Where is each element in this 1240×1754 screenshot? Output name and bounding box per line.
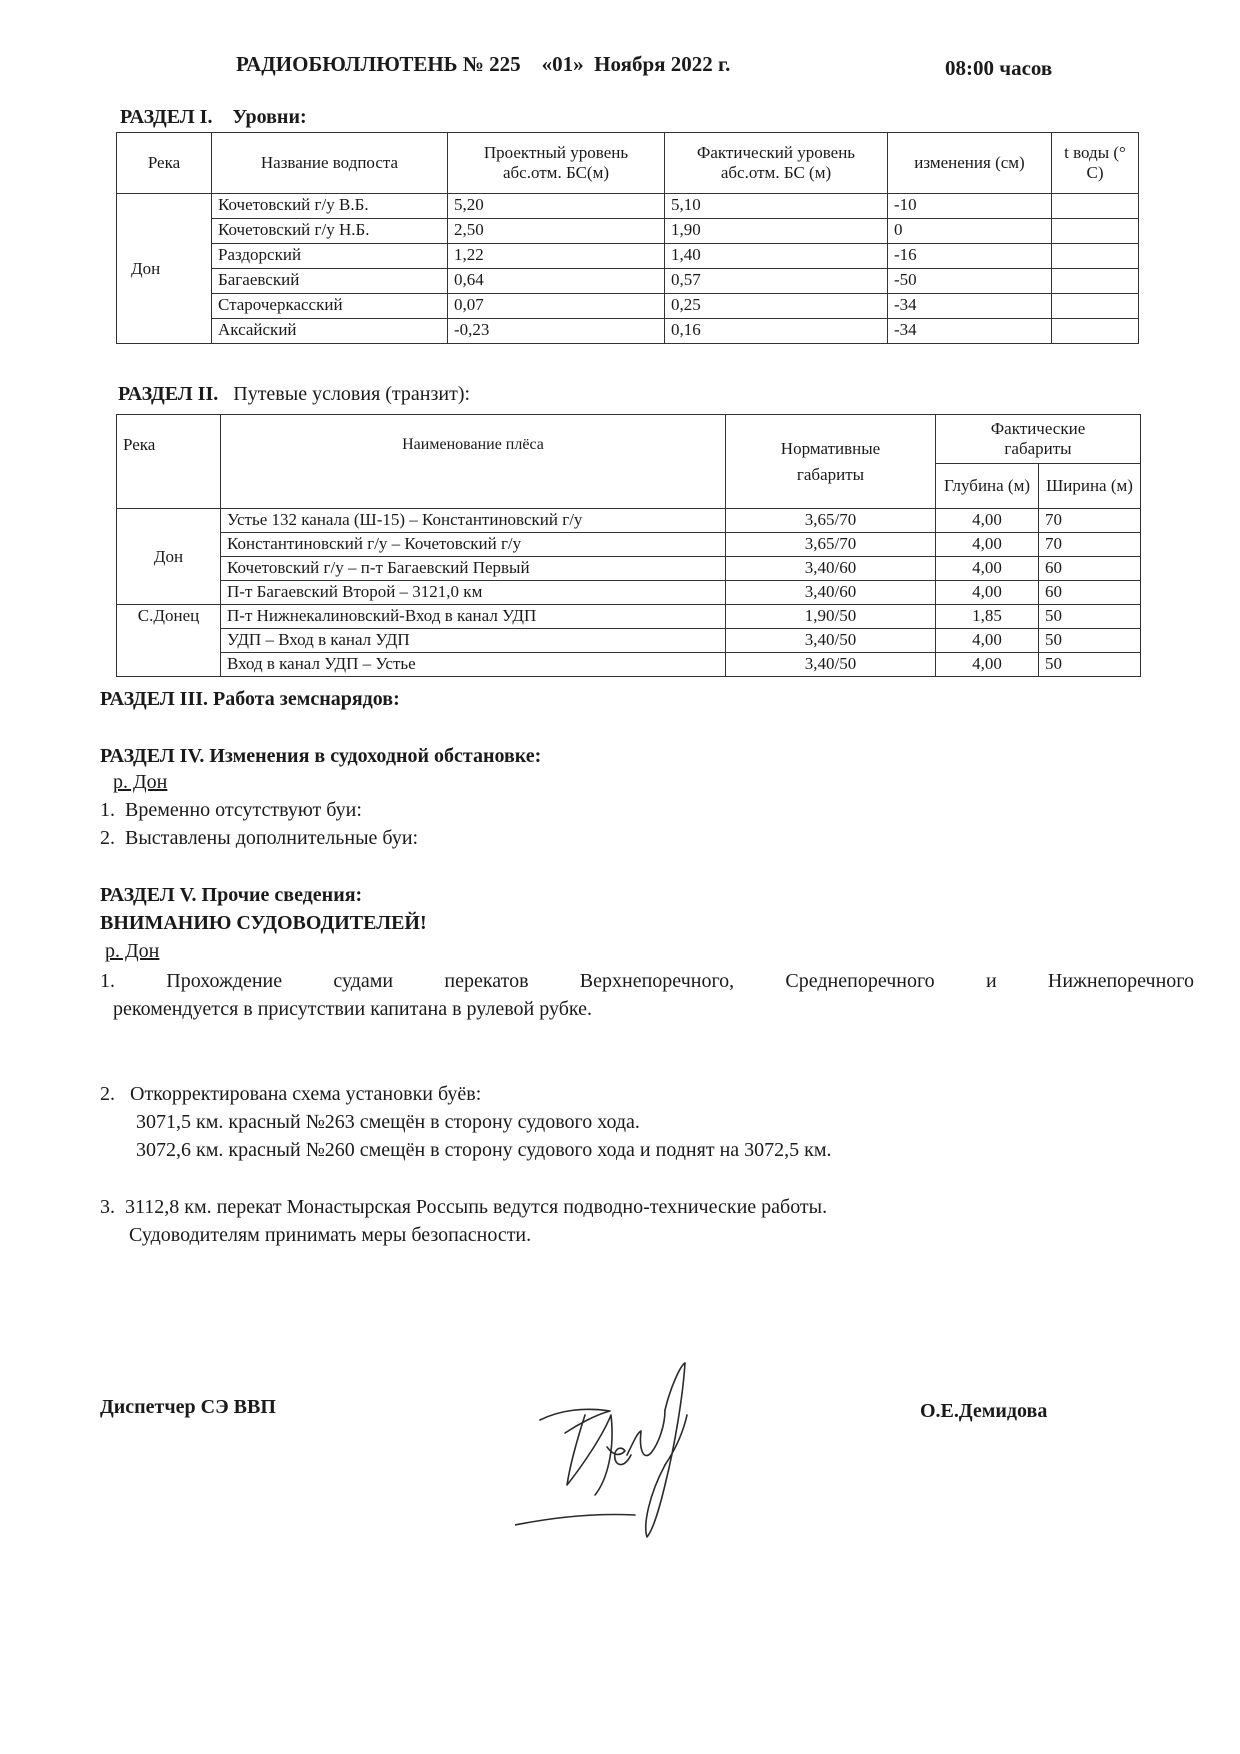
bulletin-title: РАДИОБЮЛЛЮТЕНЬ № 225 «01» Ноября 2022 г. [236,52,731,76]
transit-depth: 1,85 [936,605,1039,629]
levels-post: Кочетовский г/у Н.Б. [212,219,448,244]
section4-title: РАЗДЕЛ IV. Изменения в судоходной обстановке: [100,745,542,767]
levels-post: Багаевский [212,269,448,294]
transit-normative: 3,65/70 [726,533,936,557]
levels-actual: 0,57 [665,269,888,294]
levels-actual: 5,10 [665,194,888,219]
transit-col-depth: Глубина (м) [936,464,1039,509]
transit-width: 70 [1039,509,1141,533]
transit-width: 50 [1039,629,1141,653]
levels-col-post: Название водпоста [212,133,448,194]
levels-col-project: Проектный уровень абс.отм. БС(м) [448,133,665,194]
transit-header-row [117,415,1141,464]
section5-item1-line2: рекомендуется в присутствии капитана в рулевой рубке. [113,998,592,1020]
levels-temp [1052,319,1139,344]
transit-reach: Константиновский г/у – Кочетовский г/у [221,533,726,557]
transit-depth: 4,00 [936,629,1039,653]
levels-post: Кочетовский г/у В.Б. [212,194,448,219]
levels-col-actual: Фактический уровень абс.отм. БС (м) [665,133,888,194]
transit-table [116,414,1141,677]
transit-depth: 4,00 [936,557,1039,581]
transit-depth: 4,00 [936,653,1039,677]
table-row [117,557,1141,581]
table-row [117,269,1139,294]
transit-normative: 3,40/60 [726,557,936,581]
section5-river: р. Дон [105,940,160,962]
section4-item-2: 2. Выставлены дополнительные буи: [100,827,419,849]
levels-temp [1052,219,1139,244]
section1-title-prefix: РАЗДЕЛ I. [120,106,213,128]
levels-project: -0,23 [448,319,665,344]
table-row [117,294,1139,319]
transit-normative: 3,65/70 [726,509,936,533]
levels-project: 0,64 [448,269,665,294]
transit-normative: 3,40/50 [726,629,936,653]
transit-col-width: Ширина (м) [1039,464,1141,509]
levels-table [116,132,1139,344]
levels-change: 0 [888,219,1052,244]
levels-temp [1052,194,1139,219]
section2-title [118,383,470,406]
levels-post: Аксайский [212,319,448,344]
levels-change: -50 [888,269,1052,294]
section1-title [120,106,307,129]
table-row [117,581,1141,605]
section5-item3-line2: Судоводителям принимать меры безопасности. [129,1224,532,1246]
transit-col-river: Река [117,415,221,509]
table-row [117,653,1141,677]
section5-item3-line1: 3. 3112,8 км. перекат Монастырская Россыпь ведутся подводно-технические работы. [100,1196,828,1218]
transit-width: 70 [1039,533,1141,557]
transit-reach: Вход в канал УДП – Устье [221,653,726,677]
levels-post: Раздорский [212,244,448,269]
levels-col-river: Река [117,133,212,194]
table-row [117,533,1141,557]
levels-project: 2,50 [448,219,665,244]
transit-normative: 1,90/50 [726,605,936,629]
handwritten-signature [515,1355,755,1555]
levels-project: 5,20 [448,194,665,219]
table-row [117,319,1139,344]
transit-river-cell: С.Донец [117,605,221,677]
levels-project: 1,22 [448,244,665,269]
transit-reach: П-т Нижнекалиновский-Вход в канал УДП [221,605,726,629]
levels-actual: 0,16 [665,319,888,344]
section5-item2-line2: 3071,5 км. красный №263 смещён в сторону судового хода. [136,1111,640,1133]
transit-normative: 3,40/60 [726,581,936,605]
levels-actual: 0,25 [665,294,888,319]
section3-title: РАЗДЕЛ III. Работа земснарядов: [100,688,400,710]
levels-project: 0,07 [448,294,665,319]
section4-river: р. Дон [113,771,168,793]
transit-col-reach: Наименование плёса [221,415,726,509]
levels-change: -16 [888,244,1052,269]
dispatcher-position: Диспетчер СЭ ВВП [100,1396,276,1418]
levels-col-temp: t воды (° С) [1052,133,1139,194]
transit-width: 60 [1039,581,1141,605]
table-row [117,509,1141,533]
attention-heading: ВНИМАНИЮ СУДОВОДИТЕЛЕЙ! [100,912,427,934]
levels-temp [1052,244,1139,269]
section5-title: РАЗДЕЛ V. Прочие сведения: [100,884,363,906]
transit-depth: 4,00 [936,581,1039,605]
transit-reach: П-т Багаевский Второй – 3121,0 км [221,581,726,605]
transit-reach: Кочетовский г/у – п-т Багаевский Первый [221,557,726,581]
levels-change: -10 [888,194,1052,219]
table-row [117,194,1139,219]
transit-reach: УДП – Вход в канал УДП [221,629,726,653]
levels-header-row [117,133,1139,194]
transit-col-normative: Нормативные габариты [726,415,936,509]
levels-temp [1052,294,1139,319]
section2-title-prefix: РАЗДЕЛ II. [118,383,219,405]
levels-col-change: изменения (см) [888,133,1052,194]
levels-change: -34 [888,319,1052,344]
levels-post: Старочеркасский [212,294,448,319]
section5-item1-line1: 1. Прохождение судами перекатов Верхнепоречного, Среднепоречного и Нижнепоречного [100,970,1194,992]
table-row [117,244,1139,269]
levels-river-cell: Дон [117,194,212,344]
section2-title-suffix: Путевые условия (транзит): [233,383,471,405]
levels-temp [1052,269,1139,294]
transit-col-actual: Фактические габариты [936,415,1141,464]
transit-reach: Устье 132 канала (Ш-15) – Константиновский г/у [221,509,726,533]
transit-depth: 4,00 [936,509,1039,533]
levels-actual: 1,40 [665,244,888,269]
table-row [117,219,1139,244]
transit-river-cell: Дон [117,509,221,605]
transit-width: 50 [1039,653,1141,677]
table-row [117,605,1141,629]
dispatcher-name: О.Е.Демидова [920,1400,1048,1422]
bulletin-time: 08:00 часов [945,56,1053,80]
levels-change: -34 [888,294,1052,319]
section4-item-1: 1. Временно отсутствуют буи: [100,799,362,821]
levels-actual: 1,90 [665,219,888,244]
transit-width: 60 [1039,557,1141,581]
section5-item2-line3: 3072,6 км. красный №260 смещён в сторону судового хода и поднят на 3072,5 км. [136,1139,832,1161]
transit-depth: 4,00 [936,533,1039,557]
section5-item2-line1: 2. Откорректирована схема установки буёв: [100,1083,482,1105]
transit-normative: 3,40/50 [726,653,936,677]
transit-width: 50 [1039,605,1141,629]
section1-title-suffix: Уровни: [232,106,307,128]
table-row [117,629,1141,653]
